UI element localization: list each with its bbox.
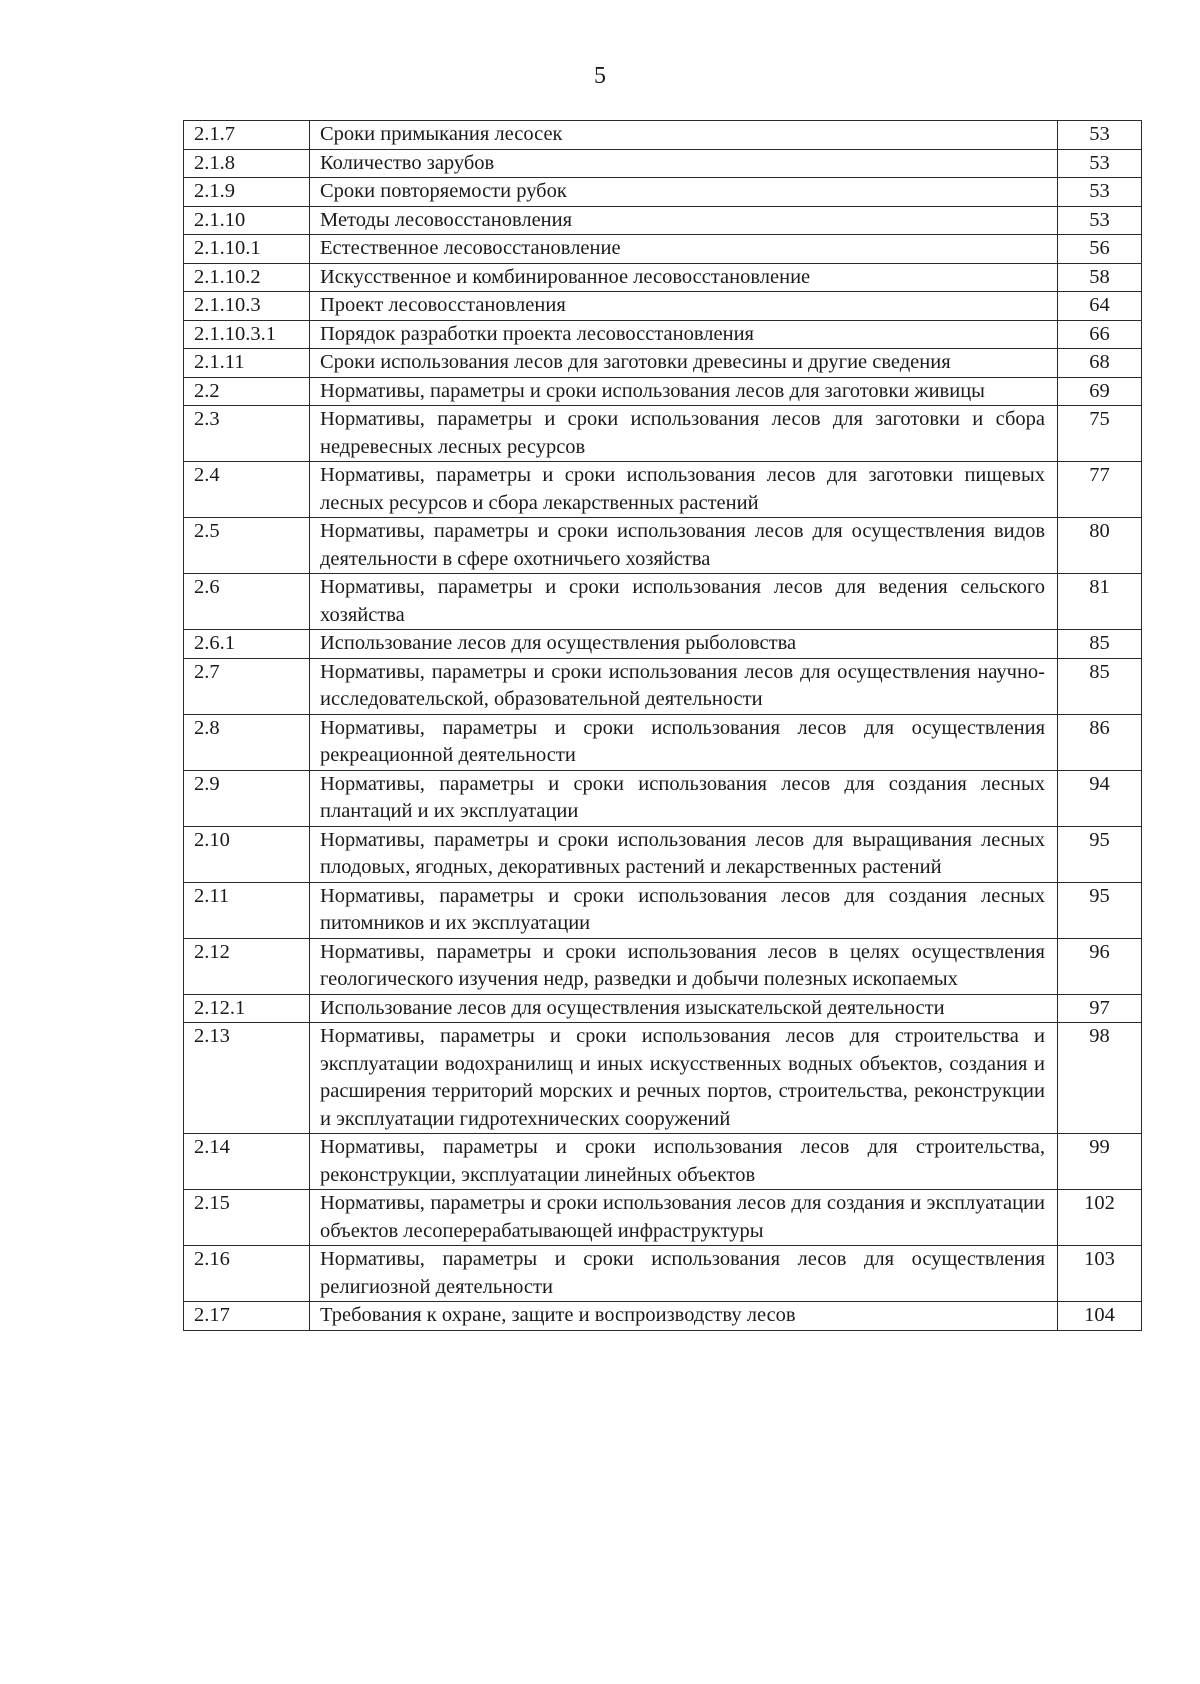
section-number: 2.14 — [184, 1134, 310, 1190]
section-number: 2.17 — [184, 1302, 310, 1331]
toc-row — [184, 1190, 1142, 1246]
section-title: Нормативы, параметры и сроки использования лесов для осуществления видов деятельности в сфере охотничьего хозяйства — [310, 518, 1058, 574]
section-title: Сроки повторяемости рубок — [310, 178, 1058, 207]
section-title: Сроки использования лесов для заготовки древесины и другие сведения — [310, 349, 1058, 378]
toc-row — [184, 462, 1142, 518]
toc-row — [184, 406, 1142, 462]
section-number: 2.5 — [184, 518, 310, 574]
toc-row — [184, 178, 1142, 207]
section-number: 2.12.1 — [184, 994, 310, 1023]
section-title: Проект лесовосстановления — [310, 292, 1058, 321]
section-number: 2.1.10.2 — [184, 263, 310, 292]
section-page: 53 — [1058, 178, 1142, 207]
page-number: 5 — [594, 63, 606, 89]
toc-row — [184, 235, 1142, 264]
toc-row — [184, 938, 1142, 994]
section-title: Нормативы, параметры и сроки использования лесов для осуществления рекреационной деятельности — [310, 714, 1058, 770]
section-page: 58 — [1058, 263, 1142, 292]
section-number: 2.4 — [184, 462, 310, 518]
section-number: 2.1.10.3 — [184, 292, 310, 321]
section-number: 2.6 — [184, 574, 310, 630]
section-number: 2.10 — [184, 826, 310, 882]
section-number: 2.1.9 — [184, 178, 310, 207]
section-title: Нормативы, параметры и сроки использования лесов для создания лесных питомников и их эксплуатации — [310, 882, 1058, 938]
section-page: 56 — [1058, 235, 1142, 264]
section-number: 2.3 — [184, 406, 310, 462]
section-title: Методы лесовосстановления — [310, 206, 1058, 235]
section-number: 2.7 — [184, 658, 310, 714]
section-page: 53 — [1058, 206, 1142, 235]
section-page: 85 — [1058, 630, 1142, 659]
section-number: 2.1.8 — [184, 149, 310, 178]
toc-row — [184, 826, 1142, 882]
section-number: 2.6.1 — [184, 630, 310, 659]
toc-row — [184, 377, 1142, 406]
section-page: 53 — [1058, 149, 1142, 178]
toc-row — [184, 1023, 1142, 1134]
toc-body — [184, 121, 1142, 1331]
toc-row — [184, 1134, 1142, 1190]
section-title: Нормативы, параметры и сроки использования лесов для создания лесных плантаций и их эксплуатации — [310, 770, 1058, 826]
toc-row — [184, 320, 1142, 349]
section-page: 53 — [1058, 121, 1142, 150]
section-page: 99 — [1058, 1134, 1142, 1190]
toc-row — [184, 658, 1142, 714]
section-number: 2.8 — [184, 714, 310, 770]
section-title: Нормативы, параметры и сроки использования лесов для заготовки пищевых лесных ресурсов и сбора лекарственных растений — [310, 462, 1058, 518]
section-title: Нормативы, параметры и сроки использования лесов для выращивания лесных плодовых, ягодных, декоративных растений и лекарственных растений — [310, 826, 1058, 882]
section-title: Нормативы, параметры и сроки использования лесов для заготовки и сбора недревесных лесных ресурсов — [310, 406, 1058, 462]
section-page: 94 — [1058, 770, 1142, 826]
toc-row — [184, 1302, 1142, 1331]
section-page: 64 — [1058, 292, 1142, 321]
toc-row — [184, 770, 1142, 826]
section-title: Количество зарубов — [310, 149, 1058, 178]
section-title: Нормативы, параметры и сроки использования лесов для осуществления религиозной деятельности — [310, 1246, 1058, 1302]
section-title: Сроки примыкания лесосек — [310, 121, 1058, 150]
toc-row — [184, 882, 1142, 938]
section-page: 77 — [1058, 462, 1142, 518]
section-number: 2.15 — [184, 1190, 310, 1246]
section-page: 98 — [1058, 1023, 1142, 1134]
section-number: 2.1.10.1 — [184, 235, 310, 264]
toc-row — [184, 1246, 1142, 1302]
section-title: Порядок разработки проекта лесовосстановления — [310, 320, 1058, 349]
toc-row — [184, 149, 1142, 178]
section-number: 2.13 — [184, 1023, 310, 1134]
toc-row — [184, 574, 1142, 630]
section-number: 2.16 — [184, 1246, 310, 1302]
toc-row — [184, 206, 1142, 235]
toc-row — [184, 994, 1142, 1023]
section-number: 2.1.11 — [184, 349, 310, 378]
section-page: 102 — [1058, 1190, 1142, 1246]
section-number: 2.2 — [184, 377, 310, 406]
section-page: 86 — [1058, 714, 1142, 770]
section-page: 81 — [1058, 574, 1142, 630]
toc-row — [184, 349, 1142, 378]
section-title: Нормативы, параметры и сроки использования лесов для строительства, реконструкции, эксплуатации линейных объектов — [310, 1134, 1058, 1190]
section-page: 66 — [1058, 320, 1142, 349]
section-title: Естественное лесовосстановление — [310, 235, 1058, 264]
section-page: 69 — [1058, 377, 1142, 406]
section-page: 68 — [1058, 349, 1142, 378]
section-page: 80 — [1058, 518, 1142, 574]
toc-row — [184, 630, 1142, 659]
section-title: Нормативы, параметры и сроки использования лесов для создания и эксплуатации объектов лесоперерабатывающей инфраструктуры — [310, 1190, 1058, 1246]
section-page: 97 — [1058, 994, 1142, 1023]
section-title: Искусственное и комбинированное лесовосстановление — [310, 263, 1058, 292]
section-title: Требования к охране, защите и воспроизводству лесов — [310, 1302, 1058, 1331]
section-title: Нормативы, параметры и сроки использования лесов для строительства и эксплуатации водохранилищ и иных искусственных водных объектов, создания и расширения территорий морских и речных портов, строительства, реконструкции и эксплуатации гидротехнических сооружений — [310, 1023, 1058, 1134]
toc-row — [184, 714, 1142, 770]
section-page: 103 — [1058, 1246, 1142, 1302]
section-page: 95 — [1058, 826, 1142, 882]
toc-row — [184, 518, 1142, 574]
section-title: Нормативы, параметры и сроки использования лесов для заготовки живицы — [310, 377, 1058, 406]
section-number: 2.11 — [184, 882, 310, 938]
toc-row — [184, 121, 1142, 150]
toc-row — [184, 292, 1142, 321]
toc-table — [183, 120, 1142, 1331]
section-number: 2.12 — [184, 938, 310, 994]
section-title: Нормативы, параметры и сроки использования лесов в целях осуществления геологического изучения недр, разведки и добычи полезных ископаемых — [310, 938, 1058, 994]
section-title: Использование лесов для осуществления изыскательской деятельности — [310, 994, 1058, 1023]
section-page: 75 — [1058, 406, 1142, 462]
section-page: 95 — [1058, 882, 1142, 938]
section-title: Нормативы, параметры и сроки использования лесов для осуществления научно-исследовательской, образовательной деятельности — [310, 658, 1058, 714]
section-page: 85 — [1058, 658, 1142, 714]
section-number: 2.1.7 — [184, 121, 310, 150]
toc-row — [184, 263, 1142, 292]
section-title: Использование лесов для осуществления рыболовства — [310, 630, 1058, 659]
section-title: Нормативы, параметры и сроки использования лесов для ведения сельского хозяйства — [310, 574, 1058, 630]
section-page: 96 — [1058, 938, 1142, 994]
section-number: 2.1.10.3.1 — [184, 320, 310, 349]
section-number: 2.9 — [184, 770, 310, 826]
section-page: 104 — [1058, 1302, 1142, 1331]
section-number: 2.1.10 — [184, 206, 310, 235]
